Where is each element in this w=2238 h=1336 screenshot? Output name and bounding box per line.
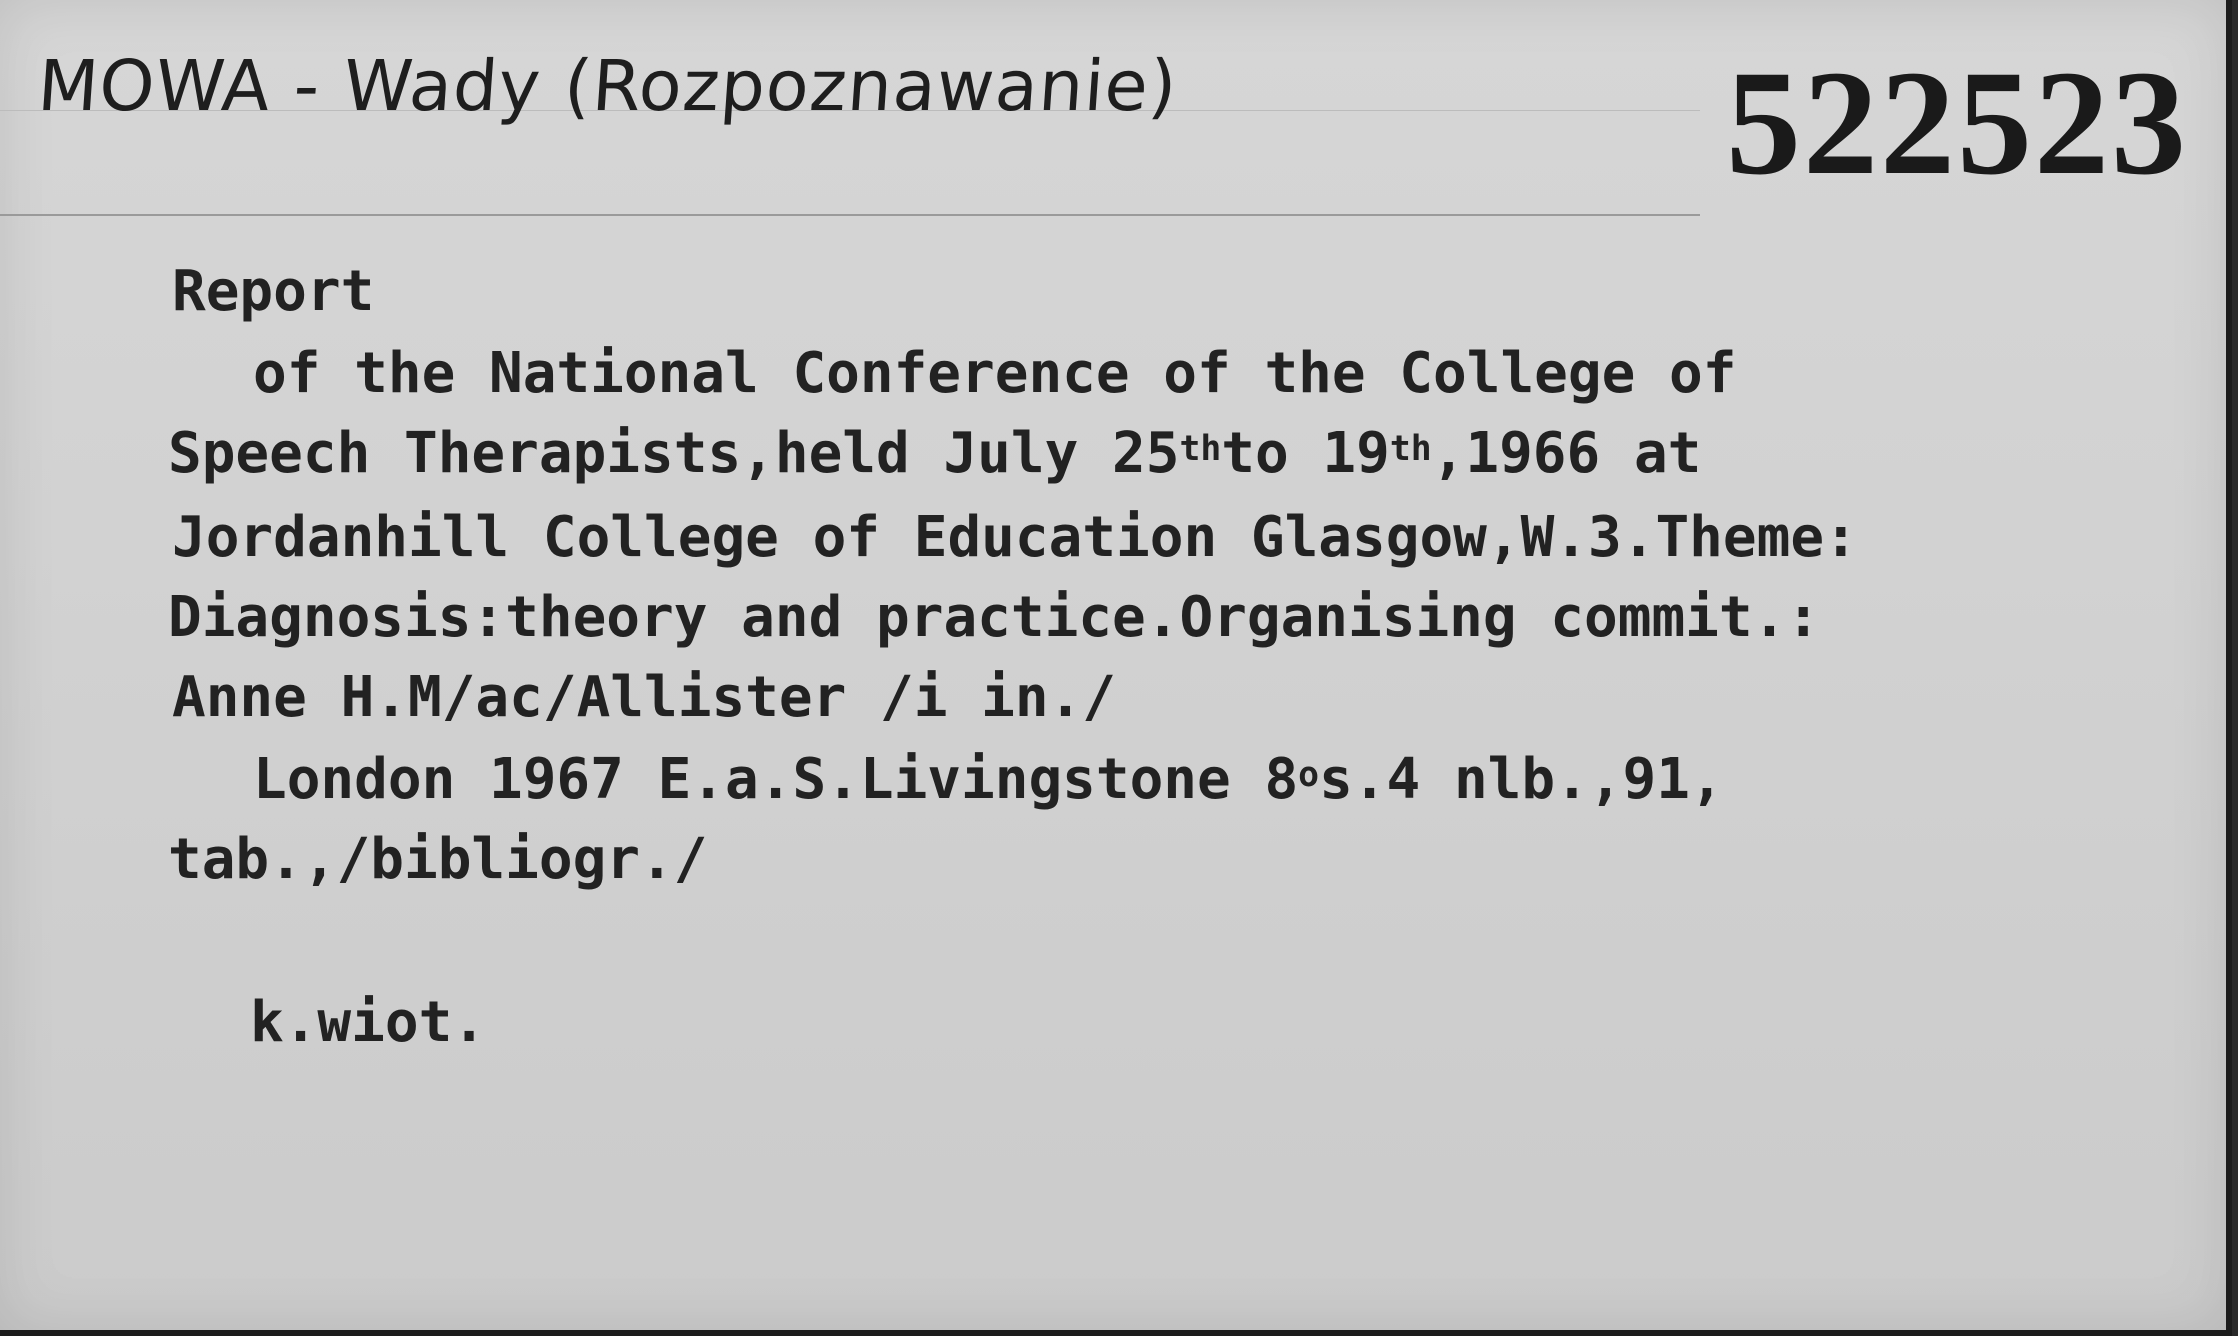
entry-line-3-part-3: ,1966 at: [1431, 421, 1702, 486]
location-note: k.wiot.: [250, 990, 487, 1055]
entry-line-2: of the National Conference of the College of: [253, 341, 1737, 406]
imprint-line: [253, 747, 1724, 812]
format-degree-sign: o: [1298, 754, 1320, 795]
heading-divider: [0, 214, 1700, 216]
imprint-part-2: s.4 nlb.,91,: [1319, 747, 1724, 812]
card-number: 522523: [1726, 40, 2188, 206]
subject-heading: MOWA - Wady (Rozpoznawanie): [35, 45, 1181, 127]
entry-line-3-part-1: Speech Therapists,held July 25: [168, 421, 1180, 486]
entry-line-8: tab.,/bibliogr./: [168, 827, 708, 892]
imprint-part-1: London 1967 E.a.S.Livingstone 8: [253, 747, 1299, 812]
ordinal-suffix-2: th: [1389, 428, 1432, 469]
entry-line-3-part-2: to 19: [1221, 421, 1390, 486]
ordinal-suffix-1: th: [1179, 428, 1222, 469]
entry-line-6: Anne H.M/ac/Allister /i in./: [172, 665, 1117, 730]
entry-title: Report: [172, 259, 375, 324]
entry-line-5: Diagnosis:theory and practice.Organising commit.:: [168, 585, 1821, 650]
entry-line-3: [168, 421, 1702, 486]
entry-line-4: Jordanhill College of Education Glasgow,W.3.Theme:: [172, 505, 1858, 570]
